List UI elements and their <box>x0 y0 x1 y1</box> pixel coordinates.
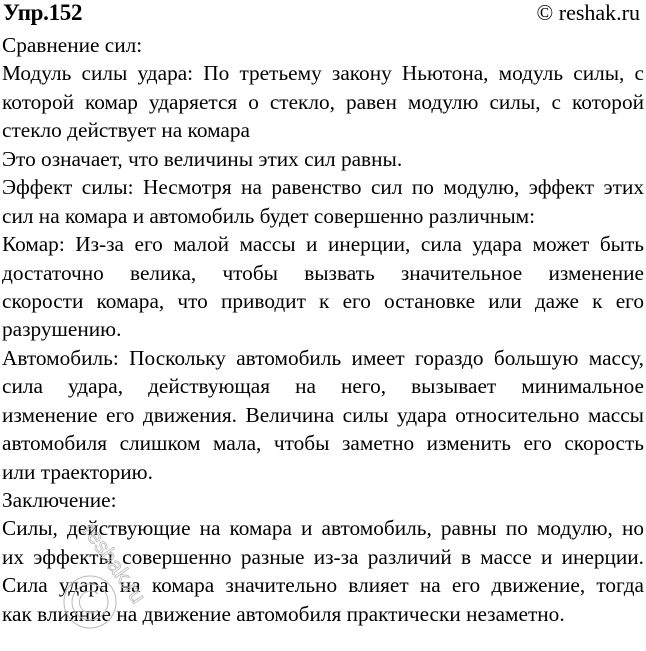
text-line: стекло действует на комара <box>2 118 250 143</box>
text-line: сил на комара и автомобиль будет совершенно различным: <box>2 203 536 228</box>
paragraph-force-modulus <box>2 59 644 144</box>
text-line: Сила удара на комара значительно влияет на его движение, тогда <box>2 573 644 598</box>
watermark-text: reshak.ru <box>77 520 151 608</box>
text-line: Комар: Из-за его малой массы и инерции, сила удара может быть <box>2 232 644 257</box>
text-line: Модуль силы удара: По третьему закону Ньютона, модуль силы, с <box>2 61 644 86</box>
copyright-label: © reshak.ru <box>536 0 640 25</box>
section-conclusion-heading <box>2 486 644 514</box>
text-line: которой комар ударяется о стекло, равен модулю силы, с которой <box>2 89 644 114</box>
paragraph-equal-forces <box>2 145 644 173</box>
text-line: Это означает, что величины этих сил равны. <box>2 146 403 171</box>
page-header <box>0 0 646 30</box>
text-line: сила удара, действующая на него, вызывает минимальное <box>2 374 644 399</box>
text-line: или траекторию. <box>2 459 153 484</box>
paragraph-force-effect <box>2 173 644 230</box>
text-line: достаточно велика, чтобы вызвать значительное изменение <box>2 260 644 285</box>
text-line: разрушению. <box>2 317 122 342</box>
paragraph-conclusion <box>2 514 644 628</box>
paragraph-mosquito <box>2 230 644 344</box>
exercise-title: Упр.152 <box>3 0 83 25</box>
text-line: автомобиля слишком мала, чтобы заметно изменить его скорость <box>2 431 644 456</box>
section-comparison-heading <box>2 31 644 59</box>
solution-text <box>2 31 644 628</box>
text-line: изменение его движения. Величина силы удара относительно массы <box>2 402 644 427</box>
text-line: Эффект силы: Несмотря на равенство сил по модулю, эффект этих <box>2 175 644 200</box>
text-line: их эффекты совершенно разные из-за различий в массе и инерции. <box>2 544 644 569</box>
text-line: как влияние на движение автомобиля практически незаметно. <box>2 601 565 626</box>
text-line: Автомобиль: Поскольку автомобиль имеет гораздо большую массу, <box>2 345 644 370</box>
paragraph-car <box>2 344 644 486</box>
text-line: Силы, действующие на комара и автомобиль, равны по модулю, но <box>2 516 644 541</box>
text-line: Сравнение сил: <box>2 33 143 57</box>
text-line: Заключение: <box>2 488 117 512</box>
text-line: скорости комара, что приводит к его остановке или даже к его <box>2 288 644 313</box>
